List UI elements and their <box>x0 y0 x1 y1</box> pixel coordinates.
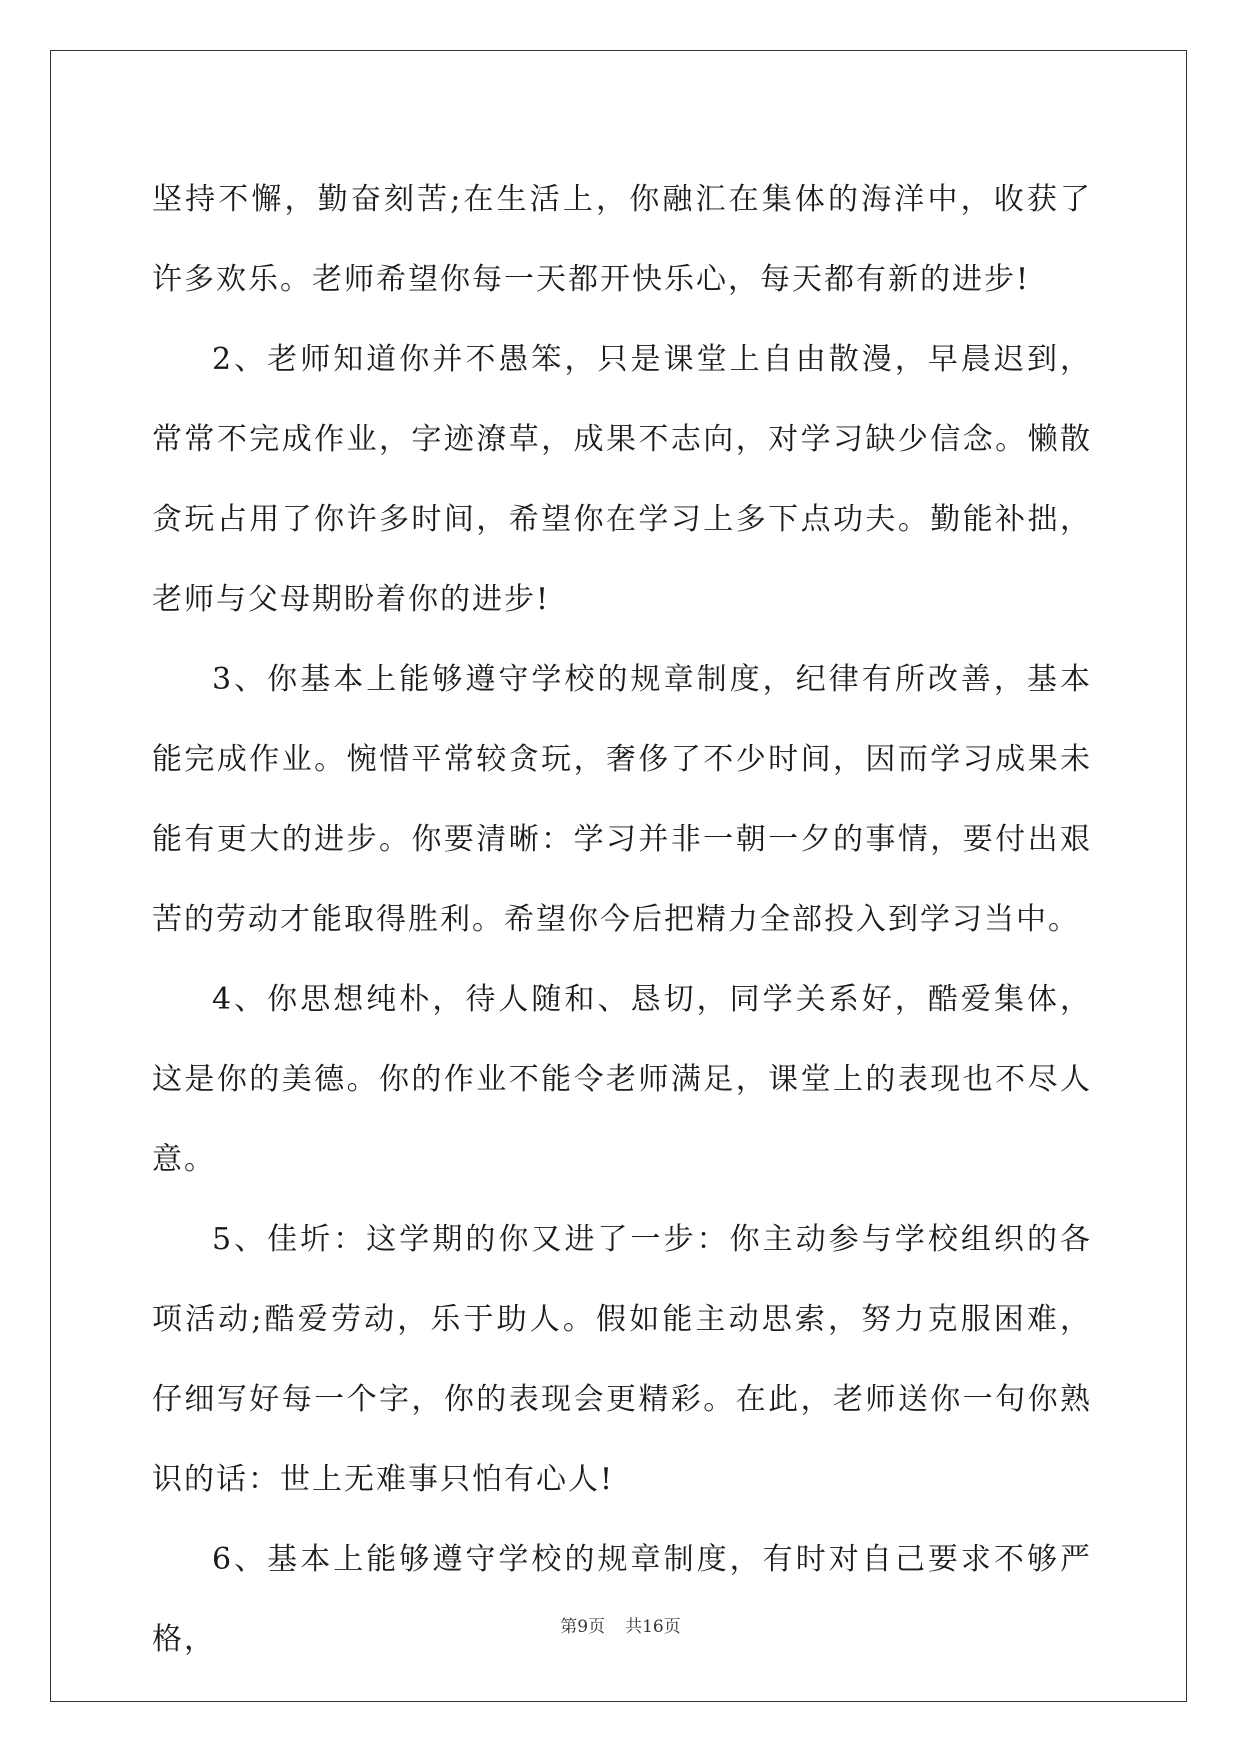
paragraph-item-3: 3、你基本上能够遵守学校的规章制度，纪律有所改善，基本能完成作业。惋惜平常较贪玩，奢侈了不少时间，因而学习成果未能有更大的进步。你要清晰：学习并非一朝一夕的事情，要付出艰苦的劳动才能取得胜利。希望你今后把精力全部投入到学习当中。 <box>152 662 1092 937</box>
paragraph-item-5: 5、佳圻：这学期的你又进了一步：你主动参与学校组织的各项活动;酷爱劳动，乐于助人。假如能主动思索，努力克服困难，仔细写好每一个字，你的表现会更精彩。在此，老师送你一句你熟识的话：世上无难事只怕有心人! <box>152 1222 1092 1497</box>
page-total: 共16页 <box>625 1617 681 1637</box>
paragraph-item-2: 2、老师知道你并不愚笨，只是课堂上自由散漫，早晨迟到，常常不完成作业，字迹潦草，成果不志向，对学习缺少信念。懒散贪玩占用了你许多时间，希望你在学习上多下点功夫。勤能补拙，老师与父母期盼着你的进步! <box>152 342 1092 617</box>
paragraph-item-6: 6、基本上能够遵守学校的规章制度，有时对自己要求不够严格， <box>152 1542 1092 1657</box>
paragraph-item-4: 4、你思想纯朴，待人随和、恳切，同学关系好，酷爱集体，这是你的美德。你的作业不能令老师满足，课堂上的表现也不尽人意。 <box>152 982 1092 1177</box>
page-footer <box>0 1612 1241 1637</box>
document-body <box>152 160 1092 1680</box>
paragraph-continuation: 坚持不懈，勤奋刻苦;在生活上，你融汇在集体的海洋中，收获了许多欢乐。老师希望你每一天都开快乐心，每天都有新的进步! <box>152 182 1092 297</box>
page-number: 第9页 <box>560 1617 606 1637</box>
